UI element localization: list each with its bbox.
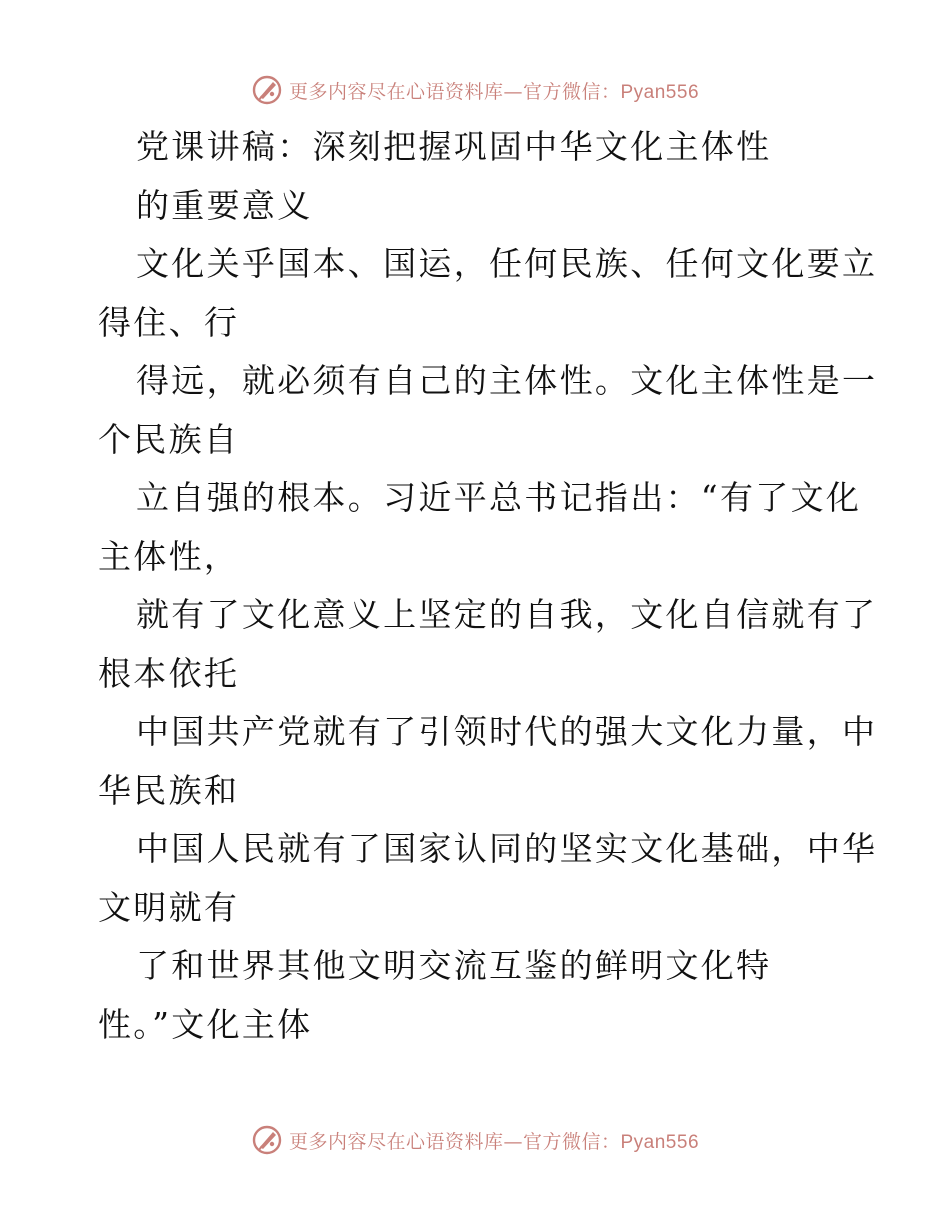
paragraph-line: 中国共产党就有了引领时代的强大文化力量，中 [136,712,878,751]
watermark-group [251,1124,699,1156]
quill-pen-logo-icon [251,74,283,106]
watermark-group [251,74,699,106]
paragraph-line: 了和世界其他文明交流互鉴的鲜明文化特 [136,946,772,985]
paragraph-line: 主体性， [98,536,240,576]
header-watermark [0,70,950,110]
paragraph-line: 根本依托 [98,653,240,693]
document-body [98,118,878,1054]
paragraph-line: 中国人民就有了国家认同的坚实文化基础，中华 [136,829,878,868]
paragraph-line: 文化关乎国本、国运，任何民族、任何文化要立 [136,244,878,283]
paragraph-line: 得住、行 [98,302,240,342]
watermark-text: 更多内容尽在心语资料库—官方微信：Pyan556 [288,80,700,103]
watermark-wechat-id: Pyan556 [620,1131,700,1153]
document-title-line: 的重要意义 [136,185,313,225]
paragraph-line: 就有了文化意义上坚定的自我，文化自信就有了 [136,595,878,634]
paragraph-line: 立自强的根本。习近平总书记指出：“有了文化 [136,478,862,517]
paragraph-line: 华民族和 [98,770,240,810]
watermark-text: 更多内容尽在心语资料库—官方微信：Pyan556 [288,1130,700,1153]
document-title-line: 党课讲稿：深刻把握巩固中华文化主体性 [136,127,772,166]
watermark-wechat-id: Pyan556 [620,81,700,103]
paragraph-line: 个民族自 [98,419,240,459]
quill-pen-logo-icon [251,1124,283,1156]
paragraph-line: 文明就有 [98,887,240,927]
paragraph-line: 得远，就必须有自己的主体性。文化主体性是一 [136,361,878,400]
paragraph-line: 性。”文化主体 [98,1004,313,1044]
footer-watermark [0,1120,950,1160]
